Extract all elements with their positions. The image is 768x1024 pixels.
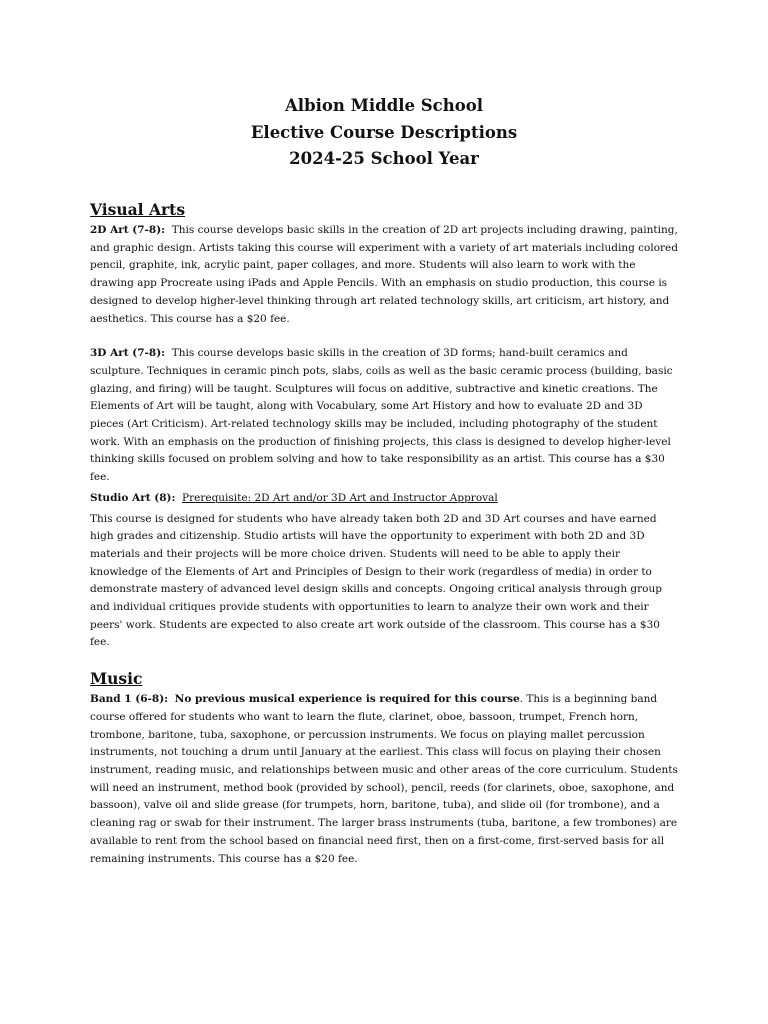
course-title: Band 1 (6-8):: [90, 693, 169, 706]
document-title: Elective Course Descriptions: [250, 122, 518, 142]
document-header: [0, 93, 768, 173]
course-studio-art-description: This course is designed for students who have already taken both 2D and 3D Art courses and have earned high grades and citizenship. Studio artists will have the opportunity to experiment with both 2D and 3D materials and their projects will be more choice driven. Students will need to be able to apply their knowledge of the Elements of Art and Principles of Design to their work (regardless of media) in order to demonstrate mastery of advanced level design skills and concepts. Ongoing critical analysis through group and individual critiques provide students with opportunities to learn to analyze their own work and their peers' work. Students are expected to also create art work outside of the classroom. This course has a $30 fee.: [90, 512, 662, 649]
course-3d-art: [90, 345, 678, 487]
course-2d-art: [90, 222, 678, 328]
document-body: [90, 199, 678, 868]
course-title: 3D Art (7-8):: [90, 347, 166, 360]
section-heading-music: Music: [90, 669, 143, 689]
course-title: Studio Art (8):: [90, 491, 176, 504]
course-title: 2D Art (7-8):: [90, 224, 166, 236]
school-name: Albion Middle School: [285, 96, 483, 115]
course-description: This course develops basic skills in the creation of 2D art projects including drawing, painting, and graphic design. Artists taking this course will experiment with a variety of art materials including colored pencil, graphite, ink, acrylic paint, paper collages, and more. Students will also learn to work with the drawing app Procreate using iPads and Apple Pencils. With an emphasis on studio production, this course is designed to develop higher-level thinking through art related technology skills, art criticism, art history, and aesthetics. This course has a $20 fee.: [90, 224, 678, 325]
course-description: . This is a beginning band course offered for students who want to learn the flute, clarinet, oboe, bassoon, trumpet, French horn, trombone, baritone, tuba, saxophone, or percussion instruments. We focus on playing mallet percussion instruments, not touching a drum until January at the earliest. This class will focus on playing their chosen instrument, reading music, and relationships between music and other areas of the core curriculum. Students will need an instrument, method book (provided by school), pencil, reeds (for clarinets, oboe, saxophone, and bassoon), valve oil and slide grease (for trumpets, horn, baritone, tuba), and slide oil (for trombone), and a cleaning rag or swab for their instrument. The larger brass instruments (tuba, baritone, a few trombones) are available to rent from the school based on financial need first, then on a first-come, first-served basis for all remaining instruments. This course has a $20 fee.: [90, 693, 678, 865]
course-description: This course develops basic skills in the creation of 3D forms; hand-built ceramics and sculpture. Techniques in ceramic pinch pots, slabs, coils as well as the basic ceramic process (building, basic glazing, and firing) will be taught. Sculptures will focus on additive, subtractive and kinetic creations. The Elements of Art will be taught, along with Vocabulary, some Art History and how to evaluate 2D and 3D pieces (Art Criticism). Art-related technology skills may be included, including photography of the student work. With an emphasis on the production of finishing projects, this class is designed to develop higher-level thinking skills focused on problem solving and how to take responsibility as an artist. This course has a $30 fee.: [90, 347, 673, 484]
section-heading-visual-arts: Visual Arts: [90, 200, 186, 219]
course-prerequisite: Prerequisite: 2D Art and/or 3D Art and Instructor Approval: [182, 491, 498, 504]
school-year: 2024-25 School Year: [289, 149, 479, 168]
course-studio-art-title: [90, 490, 678, 508]
course-note: No previous musical experience is required for this course: [174, 693, 520, 706]
course-band-1: [90, 691, 678, 868]
